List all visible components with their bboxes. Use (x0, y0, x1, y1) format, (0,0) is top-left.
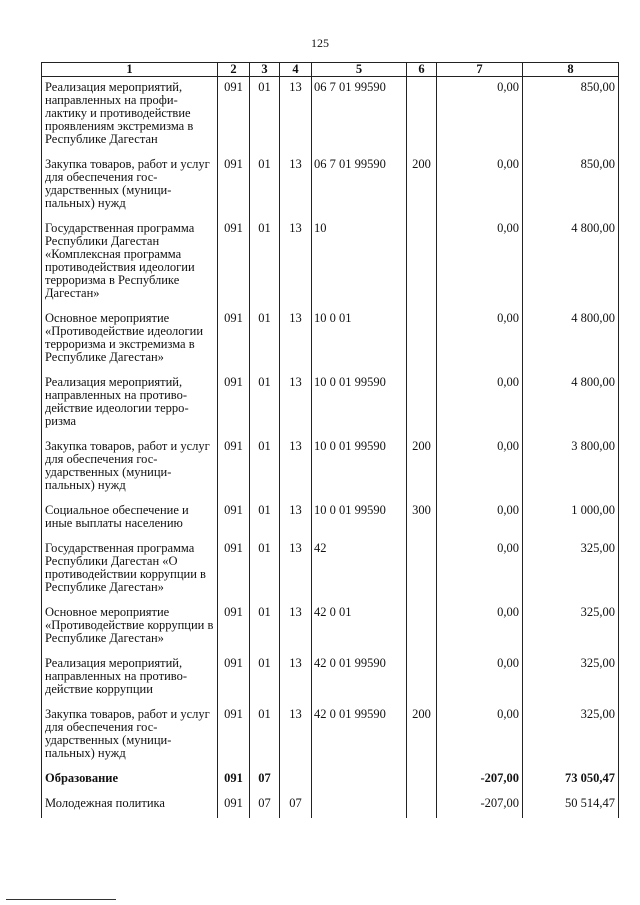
row-name-cell: Образование (42, 768, 218, 793)
row-name-cell: Закупка товаров, работ и услуг для обеспечения государственных (муниципальных) нужд (42, 154, 218, 218)
expense-type-cell (407, 602, 437, 653)
total-amount-cell: 850,00 (523, 154, 619, 218)
total-amount-cell: 850,00 (523, 77, 619, 155)
expense-type-cell: 200 (407, 154, 437, 218)
target-article-cell: 42 (312, 538, 407, 602)
expense-type-cell (407, 308, 437, 372)
table-row (42, 372, 619, 436)
target-article-cell (312, 793, 407, 818)
admin-code-cell: 091 (218, 372, 250, 436)
change-amount-cell: 0,00 (437, 602, 523, 653)
admin-code-cell: 091 (218, 218, 250, 308)
total-amount-cell: 325,00 (523, 538, 619, 602)
change-amount-cell: 0,00 (437, 436, 523, 500)
table-row (42, 704, 619, 768)
section-code-cell: 01 (250, 308, 280, 372)
total-amount-cell: 325,00 (523, 653, 619, 704)
admin-code-cell: 091 (218, 500, 250, 538)
row-name-cell: Молодежная политика (42, 793, 218, 818)
target-article-cell: 42 0 01 99590 (312, 704, 407, 768)
expense-type-cell: 200 (407, 436, 437, 500)
table-body (42, 77, 619, 819)
target-article-cell: 42 0 01 99590 (312, 653, 407, 704)
total-amount-cell: 325,00 (523, 602, 619, 653)
subsection-code-cell: 13 (280, 436, 312, 500)
row-name-cell: Закупка товаров, работ и услуг для обеспечения государственных (муниципальных) нужд (42, 704, 218, 768)
subsection-code-cell: 13 (280, 500, 312, 538)
subsection-code-cell: 13 (280, 372, 312, 436)
row-name-cell: Государственная программа Республики Дагестан «Комплексная программа противодействия идеологии терроризма в Республике Дагестан» (42, 218, 218, 308)
column-header-3: 3 (250, 63, 280, 77)
row-name-cell: Закупка товаров, работ и услуг для обеспечения государственных (муниципальных) нужд (42, 436, 218, 500)
target-article-cell: 10 (312, 218, 407, 308)
expense-type-cell (407, 372, 437, 436)
table-row (42, 793, 619, 818)
total-amount-cell: 50 514,47 (523, 793, 619, 818)
subsection-code-cell: 13 (280, 218, 312, 308)
column-header-4: 4 (280, 63, 312, 77)
column-header-5: 5 (312, 63, 407, 77)
expense-type-cell (407, 793, 437, 818)
row-name-cell: Государственная программа Республики Дагестан «О противодействии коррупции в Республике Дагестан» (42, 538, 218, 602)
section-code-cell: 01 (250, 500, 280, 538)
total-amount-cell: 4 800,00 (523, 218, 619, 308)
change-amount-cell: 0,00 (437, 538, 523, 602)
expense-type-cell (407, 77, 437, 155)
subsection-code-cell: 13 (280, 308, 312, 372)
section-code-cell: 07 (250, 793, 280, 818)
column-header-1: 1 (42, 63, 218, 77)
subsection-code-cell: 13 (280, 602, 312, 653)
column-header-7: 7 (437, 63, 523, 77)
footnote-rule (6, 899, 116, 900)
admin-code-cell: 091 (218, 602, 250, 653)
row-name-cell: Основное мероприятие «Противодействие коррупции в Республике Дагестан» (42, 602, 218, 653)
subsection-code-cell: 13 (280, 704, 312, 768)
change-amount-cell: 0,00 (437, 308, 523, 372)
section-code-cell: 01 (250, 602, 280, 653)
budget-table (41, 62, 619, 818)
table-row (42, 653, 619, 704)
table-header-row (42, 63, 619, 77)
expense-type-cell (407, 218, 437, 308)
target-article-cell: 10 0 01 99590 (312, 436, 407, 500)
table-row (42, 218, 619, 308)
table-row (42, 308, 619, 372)
total-amount-cell: 3 800,00 (523, 436, 619, 500)
change-amount-cell: 0,00 (437, 653, 523, 704)
admin-code-cell: 091 (218, 77, 250, 155)
table-row (42, 602, 619, 653)
total-amount-cell: 73 050,47 (523, 768, 619, 793)
table-row (42, 77, 619, 155)
change-amount-cell: 0,00 (437, 154, 523, 218)
section-code-cell: 01 (250, 653, 280, 704)
target-article-cell (312, 768, 407, 793)
admin-code-cell: 091 (218, 653, 250, 704)
total-amount-cell: 4 800,00 (523, 372, 619, 436)
section-code-cell: 01 (250, 538, 280, 602)
total-amount-cell: 1 000,00 (523, 500, 619, 538)
row-name-cell: Основное мероприятие «Противодействие идеологии терроризма и экстремизма в Республике Дагестан» (42, 308, 218, 372)
expense-type-cell: 300 (407, 500, 437, 538)
section-code-cell: 01 (250, 436, 280, 500)
admin-code-cell: 091 (218, 436, 250, 500)
column-header-2: 2 (218, 63, 250, 77)
expense-type-cell (407, 768, 437, 793)
column-header-6: 6 (407, 63, 437, 77)
table-row (42, 538, 619, 602)
table-row (42, 500, 619, 538)
change-amount-cell: 0,00 (437, 77, 523, 155)
table-row (42, 436, 619, 500)
section-code-cell: 01 (250, 704, 280, 768)
section-code-cell: 01 (250, 77, 280, 155)
total-amount-cell: 4 800,00 (523, 308, 619, 372)
row-name-cell: Реализация мероприятий, направленных на профилактику и противодействие проявлениям экстремизма в Республике Дагестан (42, 77, 218, 155)
table-row (42, 154, 619, 218)
section-code-cell: 07 (250, 768, 280, 793)
subsection-code-cell: 13 (280, 538, 312, 602)
section-code-cell: 01 (250, 218, 280, 308)
column-header-8: 8 (523, 63, 619, 77)
row-name-cell: Социальное обеспечение и иные выплаты населению (42, 500, 218, 538)
admin-code-cell: 091 (218, 538, 250, 602)
admin-code-cell: 091 (218, 768, 250, 793)
target-article-cell: 10 0 01 99590 (312, 372, 407, 436)
section-code-cell: 01 (250, 154, 280, 218)
change-amount-cell: -207,00 (437, 768, 523, 793)
row-name-cell: Реализация мероприятий, направленных на противодействие коррупции (42, 653, 218, 704)
admin-code-cell: 091 (218, 308, 250, 372)
target-article-cell: 06 7 01 99590 (312, 77, 407, 155)
change-amount-cell: 0,00 (437, 500, 523, 538)
change-amount-cell: 0,00 (437, 704, 523, 768)
target-article-cell: 10 0 01 (312, 308, 407, 372)
admin-code-cell: 091 (218, 704, 250, 768)
table-row (42, 768, 619, 793)
admin-code-cell: 091 (218, 154, 250, 218)
expense-type-cell (407, 538, 437, 602)
subsection-code-cell: 13 (280, 154, 312, 218)
subsection-code-cell (280, 768, 312, 793)
change-amount-cell: 0,00 (437, 372, 523, 436)
expense-type-cell: 200 (407, 704, 437, 768)
total-amount-cell: 325,00 (523, 704, 619, 768)
subsection-code-cell: 13 (280, 653, 312, 704)
target-article-cell: 06 7 01 99590 (312, 154, 407, 218)
admin-code-cell: 091 (218, 793, 250, 818)
target-article-cell: 42 0 01 (312, 602, 407, 653)
page-number: 125 (311, 36, 329, 50)
subsection-code-cell: 07 (280, 793, 312, 818)
target-article-cell: 10 0 01 99590 (312, 500, 407, 538)
change-amount-cell: 0,00 (437, 218, 523, 308)
expense-type-cell (407, 653, 437, 704)
subsection-code-cell: 13 (280, 77, 312, 155)
section-code-cell: 01 (250, 372, 280, 436)
change-amount-cell: -207,00 (437, 793, 523, 818)
row-name-cell: Реализация мероприятий, направленных на противодействие идеологии терроризма (42, 372, 218, 436)
